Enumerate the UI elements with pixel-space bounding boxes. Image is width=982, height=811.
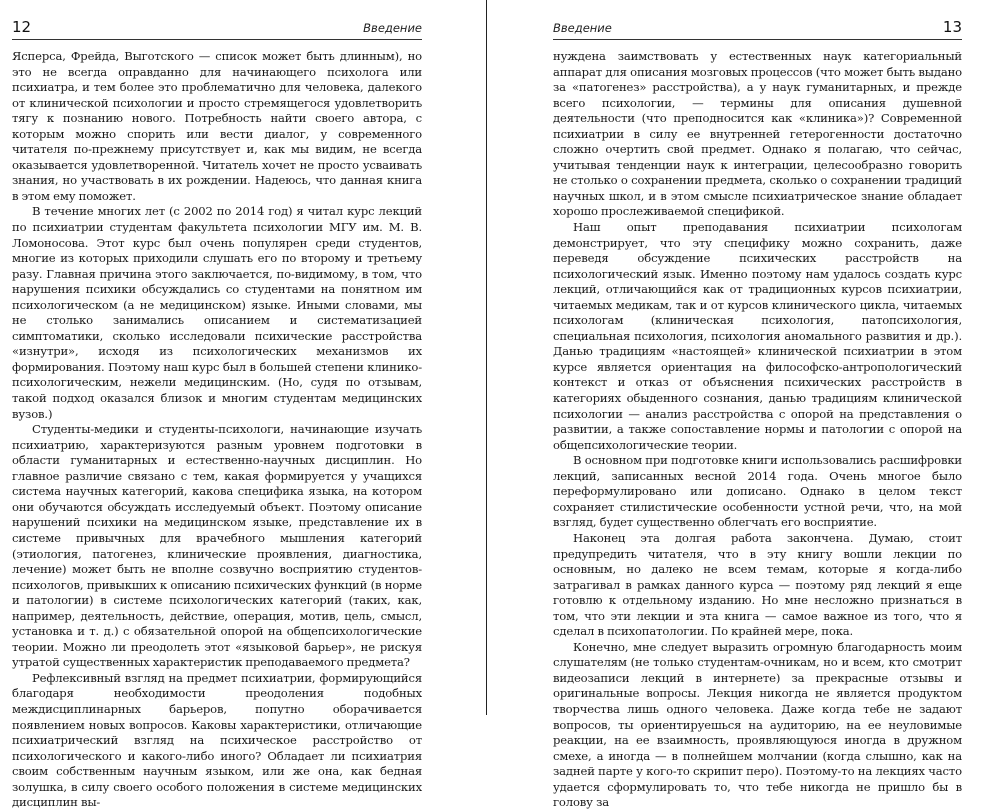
header-rule — [553, 39, 962, 40]
paragraph: Рефлексивный взгляд на предмет психиатрии, формирующийся благодаря необходимости преодоления подобных междисциплинарных барьеров, попутно оборачивается появлением новых вопросов. Каковы характеристики, отличающие психиатрический взгляд на психическое расстройство от психологического и какого-либо иного? Обладает ли психиатрия своим собственным научным языком, или же она, как бедная золушка, в силу своего особого положения в системе медицинских дисциплин вы- — [12, 670, 422, 810]
paragraph: Студенты-медики и студенты-психологи, начинающие изучать психиатрию, характеризуются разным уровнем подготовки в области гуманитарных и естественно-научных дисциплин. Но главное различие связано с тем, какая формируется у учащихся система научных категорий, какова специфика языка, на котором они обучаются обсуждать исследуемый объект. Поэтому описание нарушений психики на медицинском языке, представление их в системе привычных для врачебного мышления категорий (этиология, патогенез, клинические проявления, диагностика, лечение) может быть не вполне созвучно восприятию студентов-психологов, привыкших к описанию психических функций (в норме и патологии) в системе психологических категорий (таких, как, например, деятельность, действие, операция, мотив, цель, смысл, установка и т. д.) с обязательной опорой на общепсихологические теории. Можно ли преодолеть этот «языковой барьер», не рискуя утратой существенных характеристик преподаваемого предмета? — [12, 422, 422, 670]
paragraph: В основном при подготовке книги использовались расшифровки лекций, записанных весной 2014 года. Очень многое было переформулировано или дописано. Однако в целом текст сохраняет стилистические особенности устной речи, что, на мой взгляд, будет существенно облегчать его восприятие. — [553, 453, 962, 530]
left-page-header — [12, 18, 422, 40]
right-page-header — [553, 18, 962, 40]
paragraph: Ясперса, Фрейда, Выготского — список может быть длинным), но это не всегда оправданно для начинающего психолога или психиатра, и тем более это проблематично для человека, далекого от клинической психологии и просто стремящегося удовлетворить тягу к познанию нового. Потребность найти своего автора, с которым можно спорить или вести диалог, у современного читателя по-прежнему присутствует и, как мы видим, не всегда оказывается удовлетворенной. Читатель хочет не просто усваивать знания, но участвовать в их рождении. Надеюсь, что данная книга в этом ему поможет. — [12, 49, 422, 203]
left-page — [0, 0, 486, 810]
paragraph: Наконец эта долгая работа закончена. Думаю, стоит предупредить читателя, что в эту книгу вошли лекции по основным, но далеко не всем темам, которые я когда-либо затрагивал в рамках данного курса — поэтому ряд лекций я еще готовлю к отдельному изданию. Но мне несложно признаться в том, что эти лекции и эта книга — самое важное из того, что я сделал в психопатологии. По крайней мере, пока. — [553, 530, 962, 639]
paragraph: Конечно, мне следует выразить огромную благодарность моим слушателям (не только студентам-очникам, но и всем, кто смотрит видеозаписи лекций в интернете) за прекрасные отзывы и оригинальные вопросы. Лекция никогда не является продуктом творчества лишь одного человека. Даже когда тебе не задают вопросов, ты ориентируешься на аудиторию, на ее неуловимые реакции, на ее взаимность, проявляющуюся иногда в дружном смехе, а иногда — в полнейшем молчании (когда слышно, как на задней парте у кого-то скрипит перо). Поэтому-то на лекциях часто удается сформулировать то, что тебе никогда не пришло бы в голову за — [553, 639, 962, 810]
right-page-body — [553, 49, 962, 811]
paragraph: Наш опыт преподавания психиатрии психологам демонстрирует, что эту специфику можно сохранить, даже переведя обсуждение психических расстройств на психологический язык. Именно поэтому нам удалось создать курс лекций, отличающийся как от традиционных курсов психиатрии, читаемых медикам, так и от курсов клинического цикла, читаемых психологам (клиническая психология, патопсихология, специальная психология, психология аномального развития и др.). Данью традициям «настоящей» клинической психиатрии в этом курсе является ориентация на философско-антропологический контекст и отказ от объяснения психических расстройств в категориях обыденного сознания, данью традициям клинической психологии — анализ расстройства с опорой на представления о развитии, а также сопоставление нормы и патологии с опорой на общепсихологические теории. — [553, 220, 962, 452]
header-rule — [12, 39, 422, 40]
running-head: Введение — [553, 21, 612, 35]
right-page — [487, 0, 982, 810]
paragraph: нуждена заимствовать у естественных наук категориальный аппарат для описания мозговых процессов (что может быть выдано за «патогенез» расстройства), а у наук гуманитарных, и прежде всего психологии, — термины для описания душевной деятельности (что преподносится как «клиника»)? Современной психиатрии в силу ее внутренней гетерогенности достаточно сложно очертить свой предмет. Однако я полагаю, что сейчас, учитывая тенденции наук к интеграции, целесообразно говорить не столько о сохранении предмета, сколько о сохранении традиций научных школ, и в этом смысле психиатрическое знание обладает хорошо прослеживаемой спецификой. — [553, 49, 962, 219]
page-number: 13 — [942, 18, 962, 36]
running-head: Введение — [363, 21, 422, 35]
paragraph: В течение многих лет (с 2002 по 2014 год) я читал курс лекций по психиатрии студентам факультета психологии МГУ им. М. В. Ломоносова. Этот курс был очень популярен среди студентов, многие из которых приходили слушать его по второму и третьему разу. Главная причина этого заключается, по-видимому, в том, что нарушения психики обсуждались со студентами на понятном им психологическом (а не медицинском) языке. Иными словами, мы не столько занимались описанием и систематизацией симптоматики, сколько исследовали психические расстройства «изнутри», исходя из психологических механизмов их формирования. Поэтому наш курс был в большей степени клинико-психологическим, нежели медицинским. (Но, судя по отзывам, такой подход оказался близок и многим студентам медицинских вузов.) — [12, 204, 422, 421]
page-number: 12 — [12, 18, 32, 36]
left-page-body — [12, 49, 422, 811]
